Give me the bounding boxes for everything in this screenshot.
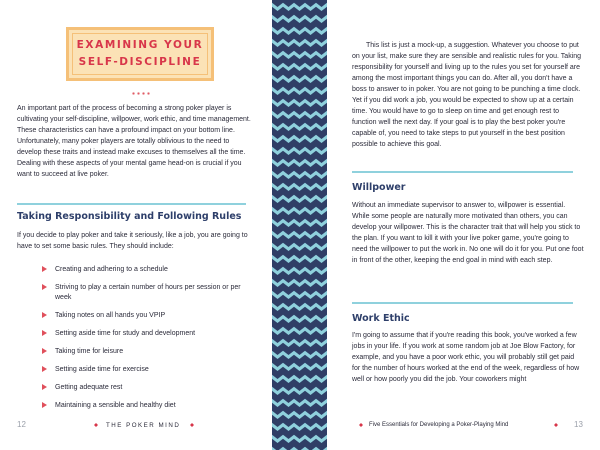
diamond-ornament-icon: [190, 423, 194, 427]
list-item: Setting aside time for exercise: [42, 365, 252, 375]
bullet-triangle-icon: [42, 402, 47, 408]
right-page: [327, 0, 600, 450]
rules-list: [42, 265, 252, 419]
chevron-spine-pattern: [272, 0, 327, 450]
ornament-dots-icon: [131, 92, 151, 95]
chapter-title-box: [66, 27, 214, 81]
bullet-triangle-icon: [42, 366, 47, 372]
diamond-ornament-icon: [554, 423, 558, 427]
intro-paragraph: An important part of the process of becoming a strong poker player is cultivating your self-discipline, willpower, work ethic, and time management. These characteristics can have a profound impact on your bottom line. Unfortunately, many poker players are totally oblivious to the need to develop these traits and instead make excuses to themselves all the time. Dealing with these aspects of your mental game head-on is crucial if you want to succeed at live poker.: [17, 105, 251, 178]
work-ethic-rule: [352, 302, 573, 304]
section-heading: Taking Responsibility and Following Rules: [17, 211, 242, 222]
willpower-rule: [352, 171, 573, 173]
willpower-heading: Willpower: [352, 182, 406, 193]
chapter-title-line-1: EXAMINING YOUR: [76, 39, 204, 51]
willpower-paragraph: Without an immediate supervisor to answer to, willpower is essential. While some people are naturally more motivated than others, you can develop your willpower. This is the character trait that will help you stick to the plan. If you want to kill it with your live poker game, you're going to need the willpower to put the work in. No one will do it for you. Put one foot in front of the other, keeping the end goal in mind with each step.: [352, 202, 584, 264]
bullet-triangle-icon: [42, 284, 47, 290]
bullet-triangle-icon: [42, 266, 47, 272]
list-item: Getting adequate rest: [42, 383, 252, 393]
work-ethic-heading: Work Ethic: [352, 313, 410, 324]
running-head-left: THE POKER MIND: [106, 422, 181, 429]
running-head-right: Five Essentials for Developing a Poker-Playing Mind: [369, 422, 509, 428]
bullet-triangle-icon: [42, 312, 47, 318]
list-item: Creating and adhering to a schedule: [42, 265, 252, 275]
work-ethic-paragraph: I'm going to assume that if you're reading this book, you've worked a few jobs in your life. If you work at some random job at Joe Blow Factory, for example, and you have a poor work ethic, you will probably still get paid for the number of hours worked at the end of the week, regardless of how well or how poorly you did the job. Your coworkers might: [352, 332, 580, 383]
list-item: Setting aside time for study and development: [42, 329, 252, 339]
list-item: Striving to play a certain number of hours per session or per week: [42, 283, 252, 303]
chapter-title-line-2: SELF-DISCIPLINE: [78, 56, 202, 68]
page-number-left: 12: [17, 420, 26, 429]
bullet-triangle-icon: [42, 384, 47, 390]
diamond-ornament-icon: [94, 423, 98, 427]
bullet-triangle-icon: [42, 348, 47, 354]
list-item: Taking time for leisure: [42, 347, 252, 357]
page-number-right: 13: [574, 420, 583, 429]
left-page: [0, 0, 272, 450]
bullet-triangle-icon: [42, 330, 47, 336]
diamond-ornament-icon: [359, 423, 363, 427]
section-rule: [17, 203, 246, 205]
right-paragraph-1: This list is just a mock-up, a suggestion. Whatever you choose to put on your list, make sure they are sensible and realistic rules for you. Taking responsibility for yourself and living up to the rules you set for yourself are among the most important things you can do. After all, you don't have a boss to answer to in poker. You are not going to be punching a time clock. Yet if you did work a job, you would be expected to show up at a certain time. You would have to go to sleep on time and get enough rest to function well the next day. If your goal is to play the best poker you're capable of, you need to take steps to put yourself in the best position possible to achieve this goal.: [352, 42, 582, 148]
list-item: Taking notes on all hands you VPIP: [42, 311, 252, 321]
section-paragraph: If you decide to play poker and take it seriously, like a job, you are going to have to set some basic rules. They should include:: [17, 232, 248, 250]
list-item: Maintaining a sensible and healthy diet: [42, 401, 252, 411]
